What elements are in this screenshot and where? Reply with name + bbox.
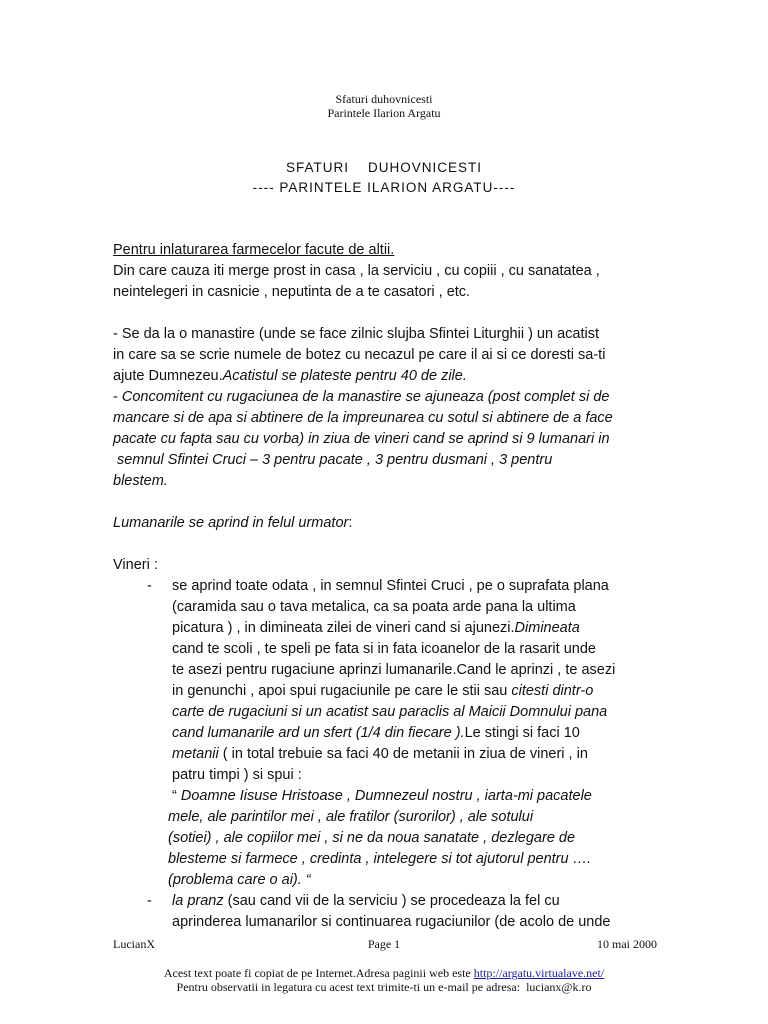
text-span: Le stingi si faci 10 — [464, 725, 580, 741]
text-span-italic: Concomitent cu rugaciunea de la manastire se ajuneaza (post complet si de — [121, 389, 610, 405]
list-item-line: aprinderea lumanarilor si continuarea rugaciunilor (de acolo de unde — [172, 914, 611, 930]
text-span-italic: cand lumanarile ard un sfert (1/4 din fiecare ). — [172, 725, 465, 741]
list-item-line — [172, 744, 673, 765]
paragraph-line: neintelegeri in casnicie , neputinta de a te casatori , etc. — [113, 284, 471, 300]
footer-author: LucianX — [113, 937, 155, 951]
bullet-marker: - — [147, 893, 152, 909]
paragraph-line — [113, 387, 673, 408]
paragraph-line: Din care cauza iti merge prost in casa , la serviciu , cu copiii , cu sanatatea , — [113, 263, 600, 279]
paragraph-line: in care sa se scrie numele de botez cu necazul pe care il ai si ce doresti sa-ti — [113, 347, 606, 363]
list-item-line: se aprind toate odata , in semnul Sfintei Cruci , pe o suprafata plana — [172, 578, 609, 594]
paragraph-line: pacate cu fapta sau cu vorba) in ziua de vineri cand se aprind si 9 lumanari in — [113, 431, 610, 447]
footer-date: 10 mai 2000 — [597, 937, 657, 951]
list-item-line: (sotiei) , ale copiilor mei , si ne da noua sanatate , dezlegare de — [168, 830, 576, 846]
text-span-italic: citesti dintr-o — [511, 683, 594, 699]
list-item-line — [172, 681, 673, 702]
text-span: in genunchi , apoi spui rugaciunile pe care le stii sau — [172, 683, 512, 699]
text-span: picatura ) , in dimineata zilei de vineri cand si ajunezi. — [172, 620, 515, 636]
list-item-line: te asezi pentru rugaciune aprinzi lumanarile.Cand le aprinzi , te asezi — [172, 662, 616, 678]
doc-title — [0, 158, 768, 198]
paragraph-line: mancare si de apa si abtinere de la impreunarea cu sotul si abtinere de a face — [113, 410, 613, 426]
list-item-line: cand te scoli , te speli pe fata si in fata icoanelor de la rasarit unde — [172, 641, 596, 657]
list-item-line: (caramida sau o tava metalica, ca sa poata arde pana la ultima — [172, 599, 576, 615]
paragraph-line: - Se da la o manastire (unde se face zilnic slujba Sfintei Liturghii ) un acatist — [113, 326, 599, 342]
text-span: : — [348, 515, 353, 531]
website-link[interactable]: http://argatu.virtualave.net/ — [473, 966, 605, 980]
list-item-line: patru timpi ) si spui : — [172, 767, 302, 783]
text-span-italic: metanii — [172, 746, 219, 762]
footer-note-text: Acest text poate fi copiat de pe Internet.Adresa paginii web este — [163, 966, 474, 980]
title-line-1: SFATURI DUHOVNICESTI — [285, 160, 482, 175]
list-item-line — [172, 618, 673, 639]
paragraph-line — [113, 366, 673, 387]
text-span-italic: la pranz — [172, 893, 224, 909]
text-span-italic: Doamne Iisuse Hristoase , Dumnezeul nostru , iarta-mi pacatele — [180, 788, 592, 804]
list-item — [113, 576, 673, 891]
header-line-1: Sfaturi duhovnicesti — [335, 92, 433, 106]
list-item-line — [172, 723, 673, 744]
text-span: “ — [172, 788, 181, 804]
title-line-2: ---- PARINTELE ILARION ARGATU---- — [252, 180, 516, 195]
footer-note-line-1 — [0, 966, 768, 980]
footer-note-line-2: Pentru observatii in legatura cu acest text trimite-ti un e-mail pe adresa: lucianx@k.ro — [176, 980, 592, 994]
text-span-italic: Lumanarile se aprind in felul urmator — [113, 515, 349, 531]
list-item — [113, 891, 673, 933]
list-item-line: blesteme si farmece , credinta , intelegere si tot ajutorul pentru …. — [168, 851, 592, 867]
list-item-line — [172, 891, 673, 912]
header-line-2: Parintele Ilarion Argatu — [327, 106, 441, 120]
doc-header — [0, 92, 768, 120]
text-span-italic: Dimineata — [514, 620, 580, 636]
list-item-line — [172, 786, 673, 807]
bullet-marker: - — [147, 578, 152, 594]
list-item-line: (problema care o ai). “ — [168, 872, 311, 888]
text-span: - — [113, 389, 122, 405]
text-span-italic: Acatistul se plateste pentru 40 de zile. — [222, 368, 467, 384]
paragraph-line: blestem. — [113, 473, 168, 489]
paragraph-line: semnul Sfintei Cruci – 3 pentru pacate , 3 pentru dusmani , 3 pentru — [113, 452, 553, 468]
footer-page-number: Page 1 — [367, 937, 401, 951]
list-item-line: mele, ale parintilor mei , ale fratilor (surorilor) , ale sotului — [168, 809, 534, 825]
doc-body — [113, 240, 673, 933]
footer-note — [0, 966, 768, 994]
list-item-line: carte de rugaciuni si un acatist sau paraclis al Maicii Domnului pana — [172, 704, 608, 720]
paragraph-line: Vineri : — [113, 557, 158, 573]
paragraph-line — [113, 513, 673, 534]
text-span: (sau cand vii de la serviciu ) se procedeaza la fel cu — [223, 893, 560, 909]
text-span: ajute Dumnezeu. — [113, 368, 223, 384]
section-heading: Pentru inlaturarea farmecelor facute de altii. — [113, 242, 395, 258]
text-span: ( in total trebuie sa faci 40 de metanii in ziua de vineri , in — [218, 746, 588, 762]
